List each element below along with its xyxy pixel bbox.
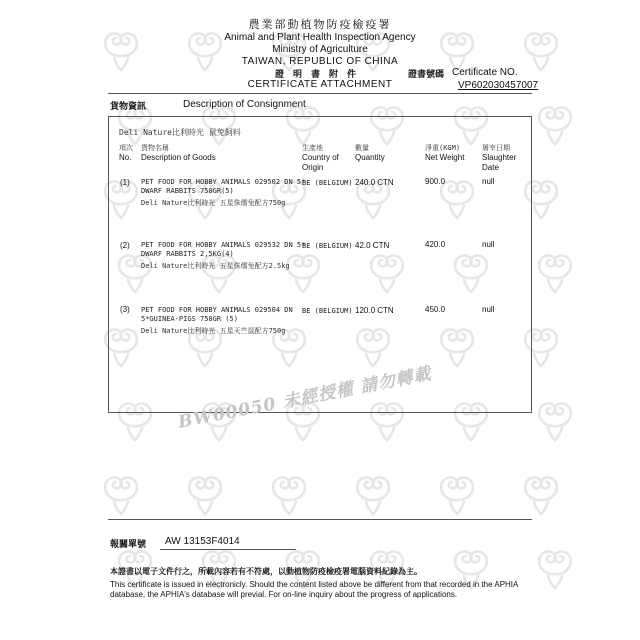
row-3-slaughter-date: null <box>482 305 495 314</box>
row-3-net-weight: 450.0 <box>425 305 446 314</box>
column-header-origin: Country of Origin <box>302 153 339 172</box>
row-1-quantity: 240.0 CTN <box>355 178 394 187</box>
row-3-desc-cn: Deli Nature比利時光 五星天竺鼠配方750g <box>141 327 286 335</box>
row-3-origin: BE (BELGIUM) <box>302 307 353 315</box>
column-header-quantity-cn: 數量 <box>355 144 369 152</box>
column-header-weight: Net Weight <box>425 153 465 162</box>
row-2-desc-cn: Deli Nature比利時光 五星侏儒兔配方2.5kg <box>141 262 290 270</box>
row-2-desc-line1: PET FOOD FOR HOBBY ANIMALS 029532 DN 5* <box>141 241 306 249</box>
row-1-slaughter-date: null <box>482 177 495 186</box>
electronic-note-cn: 本證書以電子文件行之，所載內容若有不符處，以動植物防疫檢疫署電腦資料紀錄為主。 <box>110 566 422 576</box>
customs-number: AW 13153F4014 <box>165 536 240 547</box>
ministry-title: Ministry of Agriculture <box>272 44 368 55</box>
agency-title-cn: 農業部動植物防疫檢疫署 <box>248 18 392 31</box>
ram-watermark-icon <box>529 543 581 595</box>
column-header-slaughter: Slaughter Date <box>482 153 517 172</box>
certificate-number-label-cn: 證書號碼 <box>408 70 445 80</box>
column-header-no-cn: 項次 <box>119 144 133 152</box>
row-3-desc-line2: 5*GUINEA-PIGS 750GR (5) <box>141 315 238 323</box>
ram-watermark-icon <box>95 469 147 521</box>
row-2-slaughter-date: null <box>482 240 495 249</box>
column-header-slaughter-cn: 屠宰日期 <box>482 144 510 152</box>
row-1-desc-cn: Deli Nature比利時光 五星侏儒兔配方750g <box>141 199 286 207</box>
column-header-quantity: Quantity <box>355 153 385 162</box>
agency-title-en: Animal and Plant Health Inspection Agency <box>224 32 416 43</box>
column-header-goods-cn: 貨物名稱 <box>141 144 169 152</box>
ram-watermark-icon <box>431 469 483 521</box>
ram-watermark-icon <box>347 469 399 521</box>
row-1-desc-line1: PET FOOD FOR HOBBY ANIMALS 029502 DN 5* <box>141 178 306 186</box>
ram-watermark-icon <box>263 469 315 521</box>
row-2-no: (2) <box>120 241 130 250</box>
row-2-quantity: 42.0 CTN <box>355 241 390 250</box>
ram-watermark-icon <box>179 469 231 521</box>
attachment-title-en: CERTIFICATE ATTACHMENT <box>247 79 393 90</box>
row-1-origin: BE (BELGIUM) <box>302 179 353 187</box>
row-1-desc-line2: DWARF RABBITS 750GR(5) <box>141 187 234 195</box>
row-3-no: (3) <box>120 305 130 314</box>
column-header-origin-cn: 生產地 <box>302 144 323 152</box>
header-divider <box>108 93 532 94</box>
row-2-desc-line2: DWARF RABBITS 2,5KG(4) <box>141 250 234 258</box>
row-3-desc-line1: PET FOOD FOR HOBBY ANIMALS 029504 DN <box>141 306 293 314</box>
column-header-weight-cn: 淨重(KGM) <box>425 144 461 152</box>
row-3-quantity: 120.0 CTN <box>355 306 394 315</box>
unauthorized-stamp: BW00050 未經授權 請勿轉載 <box>176 364 434 433</box>
row-2-net-weight: 420.0 <box>425 240 446 249</box>
consignment-table <box>108 116 532 413</box>
consignment-label-en: Description of Consignment <box>183 99 306 110</box>
column-header-no: No. <box>119 153 132 162</box>
row-1-no: (1) <box>120 178 130 187</box>
row-2-origin: BE (BELGIUM) <box>302 242 353 250</box>
ram-watermark-icon <box>529 395 581 447</box>
ram-watermark-icon <box>529 247 581 299</box>
ram-watermark-icon <box>529 99 581 151</box>
footer-divider <box>108 519 532 520</box>
certificate-number-label-en: Certificate NO. <box>452 67 518 78</box>
column-header-goods: Description of Goods <box>141 153 216 162</box>
product-brand-cn: Deli Nature比利時光 鼠兔飼料 <box>119 128 241 137</box>
electronic-note-en: This certificate is issued in electronicly. Should the content listed above be different from that recorded in the APHIA database, the APHIA's database will previal. For on-line inquiry about the progress of applications. <box>110 580 518 599</box>
customs-number-underline <box>160 549 296 550</box>
certificate-number: VP602030457007 <box>458 80 539 91</box>
country-title: TAIWAN, REPUBLIC OF CHINA <box>241 56 399 67</box>
ram-watermark-icon <box>515 469 567 521</box>
attachment-title-cn: 證明書附件 <box>274 70 365 80</box>
consignment-label-cn: 貨物資訊 <box>110 102 147 112</box>
row-1-net-weight: 900.0 <box>425 177 446 186</box>
customs-number-label: 報關單號 <box>110 540 147 550</box>
